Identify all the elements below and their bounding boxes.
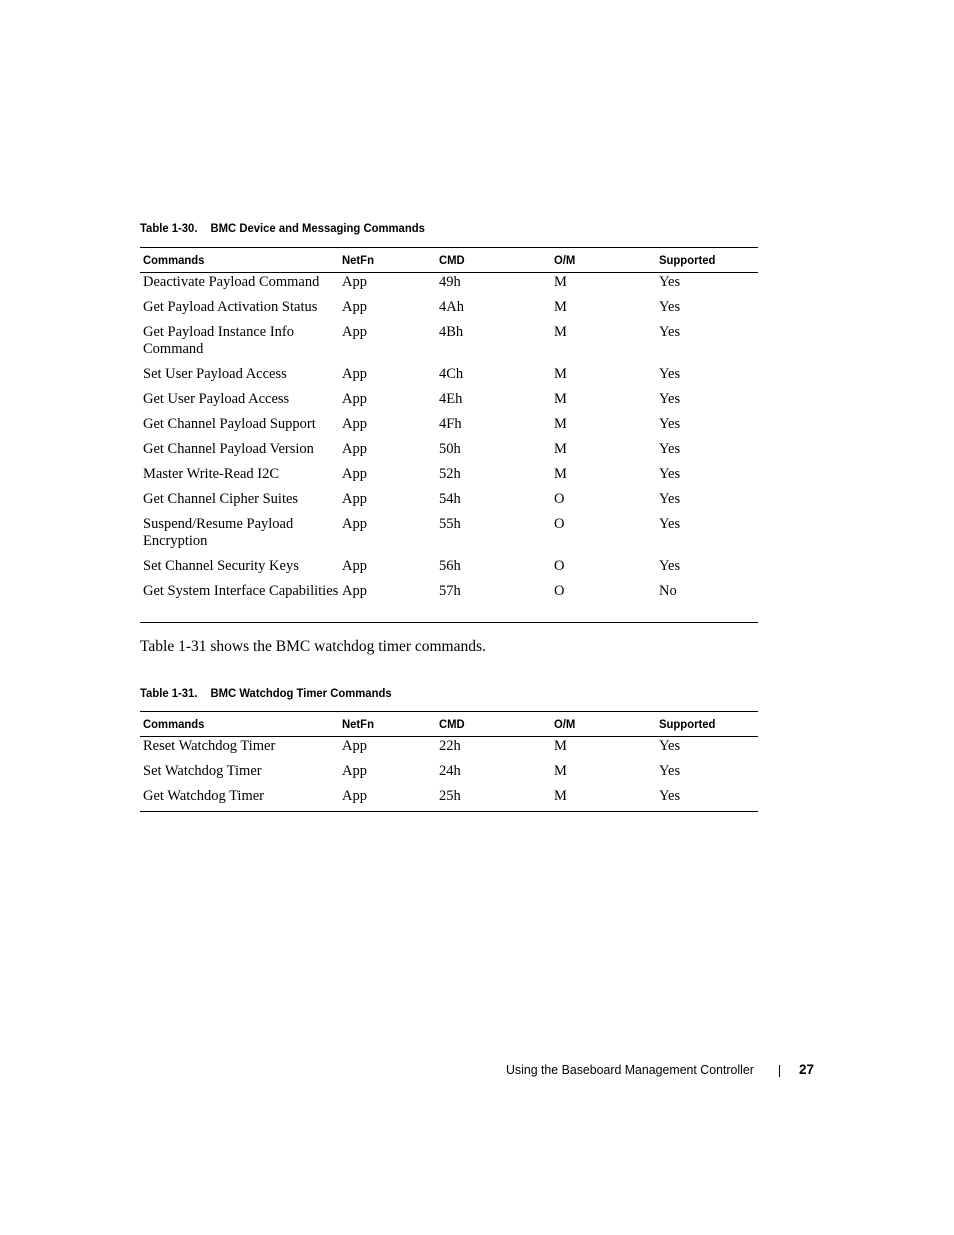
om-cell: M: [554, 415, 567, 432]
table-row: [140, 390, 758, 415]
table-header-row: [140, 248, 758, 273]
om-cell: O: [554, 515, 565, 532]
supported-cell: Yes: [659, 440, 681, 457]
om-cell: O: [554, 582, 565, 599]
supported-cell: Yes: [659, 490, 681, 507]
cmd-cell: 4Ch: [439, 365, 464, 382]
netfn-cell: App: [342, 274, 367, 290]
table-row: [140, 415, 758, 440]
command-cell: Get Payload Instance Info Command: [143, 323, 294, 357]
cmd-cell: 54h: [439, 490, 461, 507]
netfn-cell: App: [342, 738, 367, 754]
supported-cell: Yes: [659, 390, 681, 407]
command-cell: Set Watchdog Timer: [143, 762, 262, 779]
table-row: [140, 490, 758, 515]
netfn-cell: App: [342, 762, 367, 779]
footer-separator: [779, 1065, 780, 1077]
command-cell: Reset Watchdog Timer: [143, 738, 276, 754]
table-title: BMC Watchdog Timer Commands: [210, 686, 392, 700]
command-cell: Get Channel Payload Version: [143, 440, 314, 457]
command-cell: Get User Payload Access: [143, 390, 290, 407]
table-title: BMC Device and Messaging Commands: [210, 221, 425, 235]
table-number: Table 1-30.: [140, 221, 198, 235]
header-netfn: NetFn: [342, 253, 374, 267]
netfn-cell: App: [342, 465, 367, 482]
table-row: [140, 298, 758, 323]
table-row: [140, 762, 758, 787]
om-cell: M: [554, 323, 567, 340]
table-row: [140, 273, 758, 298]
om-cell: M: [554, 738, 567, 754]
command-cell: Set Channel Security Keys: [143, 557, 299, 574]
supported-cell: Yes: [659, 465, 681, 482]
cmd-cell: 50h: [439, 440, 461, 457]
cmd-cell: 22h: [439, 738, 461, 754]
supported-cell: Yes: [659, 298, 681, 315]
supported-cell: Yes: [659, 323, 681, 340]
command-cell: Get Channel Cipher Suites: [143, 490, 299, 507]
om-cell: M: [554, 274, 567, 290]
cmd-cell: 57h: [439, 582, 461, 599]
om-cell: O: [554, 557, 565, 574]
supported-cell: Yes: [659, 787, 681, 804]
om-cell: M: [554, 365, 567, 382]
netfn-cell: App: [342, 582, 367, 599]
page-footer: [506, 1061, 814, 1079]
supported-cell: Yes: [659, 762, 681, 779]
supported-cell: Yes: [659, 415, 681, 432]
table-row: [140, 787, 758, 812]
cmd-cell: 4Bh: [439, 323, 464, 340]
netfn-cell: App: [342, 490, 367, 507]
table-row: [140, 323, 758, 365]
netfn-cell: App: [342, 323, 367, 340]
bmc-device-messaging-table: [140, 247, 758, 623]
cmd-cell: 25h: [439, 787, 461, 804]
om-cell: M: [554, 390, 567, 407]
om-cell: M: [554, 298, 567, 315]
om-cell: M: [554, 762, 567, 779]
command-cell: Suspend/Resume Payload Encryption: [143, 515, 294, 549]
table-header-row: [140, 712, 758, 737]
netfn-cell: App: [342, 390, 367, 407]
cmd-cell: 4Fh: [439, 415, 462, 432]
table-row: [140, 440, 758, 465]
supported-cell: Yes: [659, 738, 681, 754]
cmd-cell: 4Eh: [439, 390, 463, 407]
command-cell: Set User Payload Access: [143, 365, 287, 382]
supported-cell: No: [659, 582, 677, 599]
cmd-cell: 4Ah: [439, 298, 464, 315]
cmd-cell: 56h: [439, 557, 461, 574]
supported-cell: Yes: [659, 365, 681, 382]
cmd-cell: 24h: [439, 762, 461, 779]
header-commands: Commands: [143, 717, 205, 731]
table-row: [140, 365, 758, 390]
intro-paragraph: Table 1-31 shows the BMC watchdog timer commands.: [140, 638, 486, 655]
om-cell: O: [554, 490, 565, 507]
supported-cell: Yes: [659, 274, 681, 290]
om-cell: M: [554, 465, 567, 482]
netfn-cell: App: [342, 415, 367, 432]
command-cell: Get Watchdog Timer: [143, 787, 265, 804]
supported-cell: Yes: [659, 557, 681, 574]
netfn-cell: App: [342, 440, 367, 457]
table-row: [140, 515, 758, 557]
om-cell: M: [554, 787, 567, 804]
table-row: [140, 582, 758, 623]
netfn-cell: App: [342, 515, 367, 532]
header-netfn: NetFn: [342, 717, 374, 731]
bmc-watchdog-timer-table: [140, 711, 758, 812]
table-number: Table 1-31.: [140, 686, 198, 700]
command-cell: Master Write-Read I2C: [143, 465, 280, 482]
om-cell: M: [554, 440, 567, 457]
header-om: O/M: [554, 717, 576, 731]
netfn-cell: App: [342, 365, 367, 382]
table-caption: [140, 686, 392, 700]
netfn-cell: App: [342, 787, 367, 804]
command-cell: Deactivate Payload Command: [143, 274, 320, 290]
command-cell: Get System Interface Capabilities: [143, 582, 339, 599]
header-om: O/M: [554, 253, 576, 267]
command-cell: Get Channel Payload Support: [143, 415, 316, 432]
supported-cell: Yes: [659, 515, 681, 532]
header-cmd: CMD: [439, 253, 465, 267]
netfn-cell: App: [342, 557, 367, 574]
footer-chapter-title: Using the Baseboard Management Controller: [506, 1062, 754, 1077]
header-supported: Supported: [659, 253, 716, 267]
page-number: 27: [798, 1062, 814, 1077]
command-cell: Get Payload Activation Status: [143, 298, 318, 315]
cmd-cell: 49h: [439, 274, 461, 290]
cmd-cell: 55h: [439, 515, 461, 532]
header-cmd: CMD: [439, 717, 465, 731]
cmd-cell: 52h: [439, 465, 461, 482]
header-commands: Commands: [143, 253, 205, 267]
header-supported: Supported: [659, 717, 716, 731]
table-caption: [140, 221, 425, 235]
netfn-cell: App: [342, 298, 367, 315]
table-row: [140, 557, 758, 582]
table-row: [140, 737, 758, 762]
table-row: [140, 465, 758, 490]
